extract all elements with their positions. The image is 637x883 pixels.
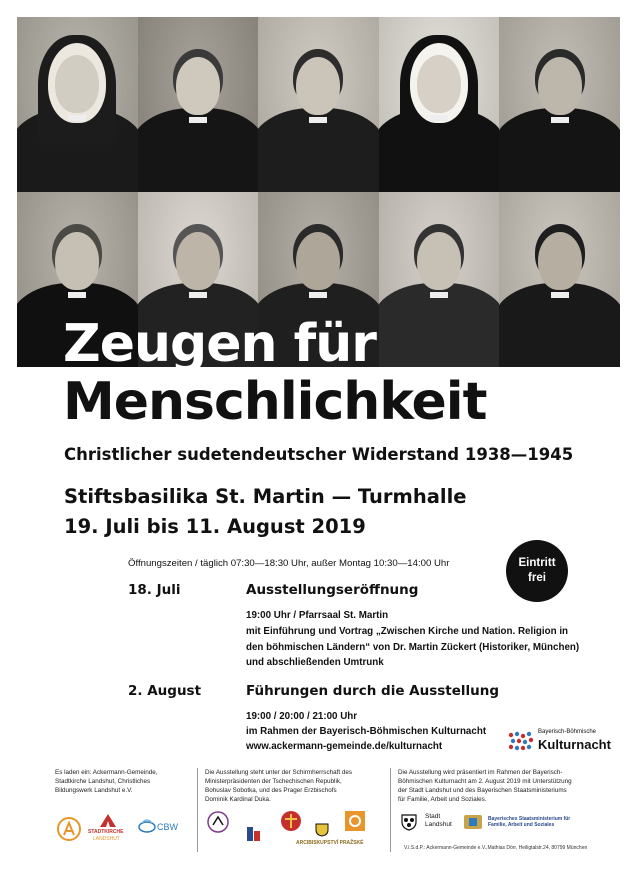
event-detail: im Rahmen der Bayerisch-Böhmischen Kulturnacht	[246, 726, 487, 737]
cbw-label: CBW	[157, 822, 178, 832]
event-date: 18. Juli	[128, 582, 181, 598]
event-detail: und abschließenden Umtrunk	[246, 657, 384, 668]
event-detail: den böhmischen Ländern“ von Dr. Martin Zückert (Historiker, München)	[246, 642, 580, 653]
government-crest-icon	[246, 825, 262, 843]
stadtkirche-logo-icon	[98, 812, 118, 828]
archdiocese-shield-icon	[315, 823, 329, 837]
ackermann-logo-icon	[56, 816, 82, 842]
title-line-2: Menschlichkeit	[63, 372, 487, 432]
archdiocese-seal-icon	[280, 810, 302, 832]
badge-line-2: frei	[528, 572, 546, 584]
portrait-photo	[138, 17, 259, 192]
portrait-photo	[499, 17, 620, 192]
church-emblem-icon	[207, 811, 229, 833]
footer-text: Es laden ein: Ackermann-Gemeinde,	[55, 769, 158, 776]
footer-text: Ministerpräsidenten der Tschechischen Republik,	[205, 778, 342, 786]
ministry-label: Bayerisches Staatsministerium für Familie, Arbeit und Soziales	[488, 816, 571, 828]
kulturnacht-small: Bayerisch-Böhmische	[538, 729, 597, 735]
event-detail: mit Einführung und Vortrag „Zwischen Kirche und Nation. Religion in	[246, 626, 569, 637]
footer-divider	[197, 768, 198, 852]
kulturnacht-dots-icon	[508, 731, 534, 753]
event-detail: 19:00 / 20:00 / 21:00 Uhr	[246, 711, 358, 722]
footer-presentation	[398, 768, 572, 805]
kulturnacht-link[interactable]: www.ackermann-gemeinde.de/kulturnacht	[246, 741, 443, 752]
subtitle: Christlicher sudetendeutscher Widerstand 1938—1945	[64, 445, 574, 464]
footer-text: Böhmischen Kulturnacht am 2. August 2019 mit Unterstützung	[398, 778, 572, 786]
venue: Stiftsbasilika St. Martin — Turmhalle	[64, 485, 467, 508]
imprint: V.i.S.d.P.: Ackermann-Gemeinde e.V.,Mathias Dörr, Heiligtalstr.24, 80799 München	[404, 845, 588, 851]
footer-text: Bildungswerk Landshut e.V.	[55, 787, 133, 795]
opening-hours: Öffnungszeiten / täglich 07:30—18:30 Uhr, außer Montag 10:30—14:00 Uhr	[128, 558, 450, 569]
portrait-photo	[499, 192, 620, 367]
portrait-photo	[379, 192, 500, 367]
portrait-photo	[17, 17, 138, 192]
portrait-photo	[258, 17, 379, 192]
free-entry-badge	[506, 540, 568, 602]
landshut-crest-icon	[399, 812, 419, 832]
stadtkirche-label: STADTKIRCHE	[88, 829, 124, 835]
event-title: Führungen durch die Ausstellung	[246, 683, 500, 699]
footer-text: für Familie, Arbeit und Soziales.	[398, 796, 487, 804]
footer-text: Die Ausstellung wird präsentiert im Rahmen der Bayerisch-	[398, 769, 563, 776]
kulturnacht-logo	[508, 729, 618, 755]
event-title: Ausstellungseröffnung	[246, 582, 419, 598]
footer-divider	[390, 768, 391, 852]
footer-text: Bohuslav Sobotka, und des Prager Erzbischofs	[205, 787, 337, 795]
kulturnacht-big: Kulturnacht	[538, 737, 611, 752]
landshut-label: Landshut	[425, 821, 452, 828]
title-line-1: Zeugen für	[63, 314, 376, 374]
exhibition-dates: 19. Juli bis 11. August 2019	[64, 515, 366, 538]
footer-text: der Stadt Landshut und des Bayerischen Staatsministeriums	[398, 787, 567, 795]
event-date: 2. August	[128, 683, 202, 699]
stadtkirche-sublabel: LANDSHUT	[93, 836, 120, 842]
foundation-logo-icon	[344, 810, 366, 832]
portrait-photo	[379, 17, 500, 192]
cbw-logo-icon	[138, 817, 156, 833]
footer-text: Die Ausstellung steht unter der Schirmherrschaft des	[205, 769, 352, 776]
bavarian-crest-icon	[462, 813, 484, 831]
footer-inviters	[55, 768, 158, 795]
footer-patronage	[205, 768, 352, 805]
archdiocese-label: ARCIBISKUPSTVÍ PRAŽSKÉ	[296, 840, 364, 846]
badge-line-1: Eintritt	[518, 557, 556, 570]
footer-text: Stadtkirche Landshut, Christliches	[55, 778, 151, 786]
event-detail: 19:00 Uhr / Pfarrsaal St. Martin	[246, 610, 389, 621]
footer-text: Dominik Kardinal Duka.	[205, 796, 271, 804]
stadt-label: Stadt	[425, 813, 441, 820]
